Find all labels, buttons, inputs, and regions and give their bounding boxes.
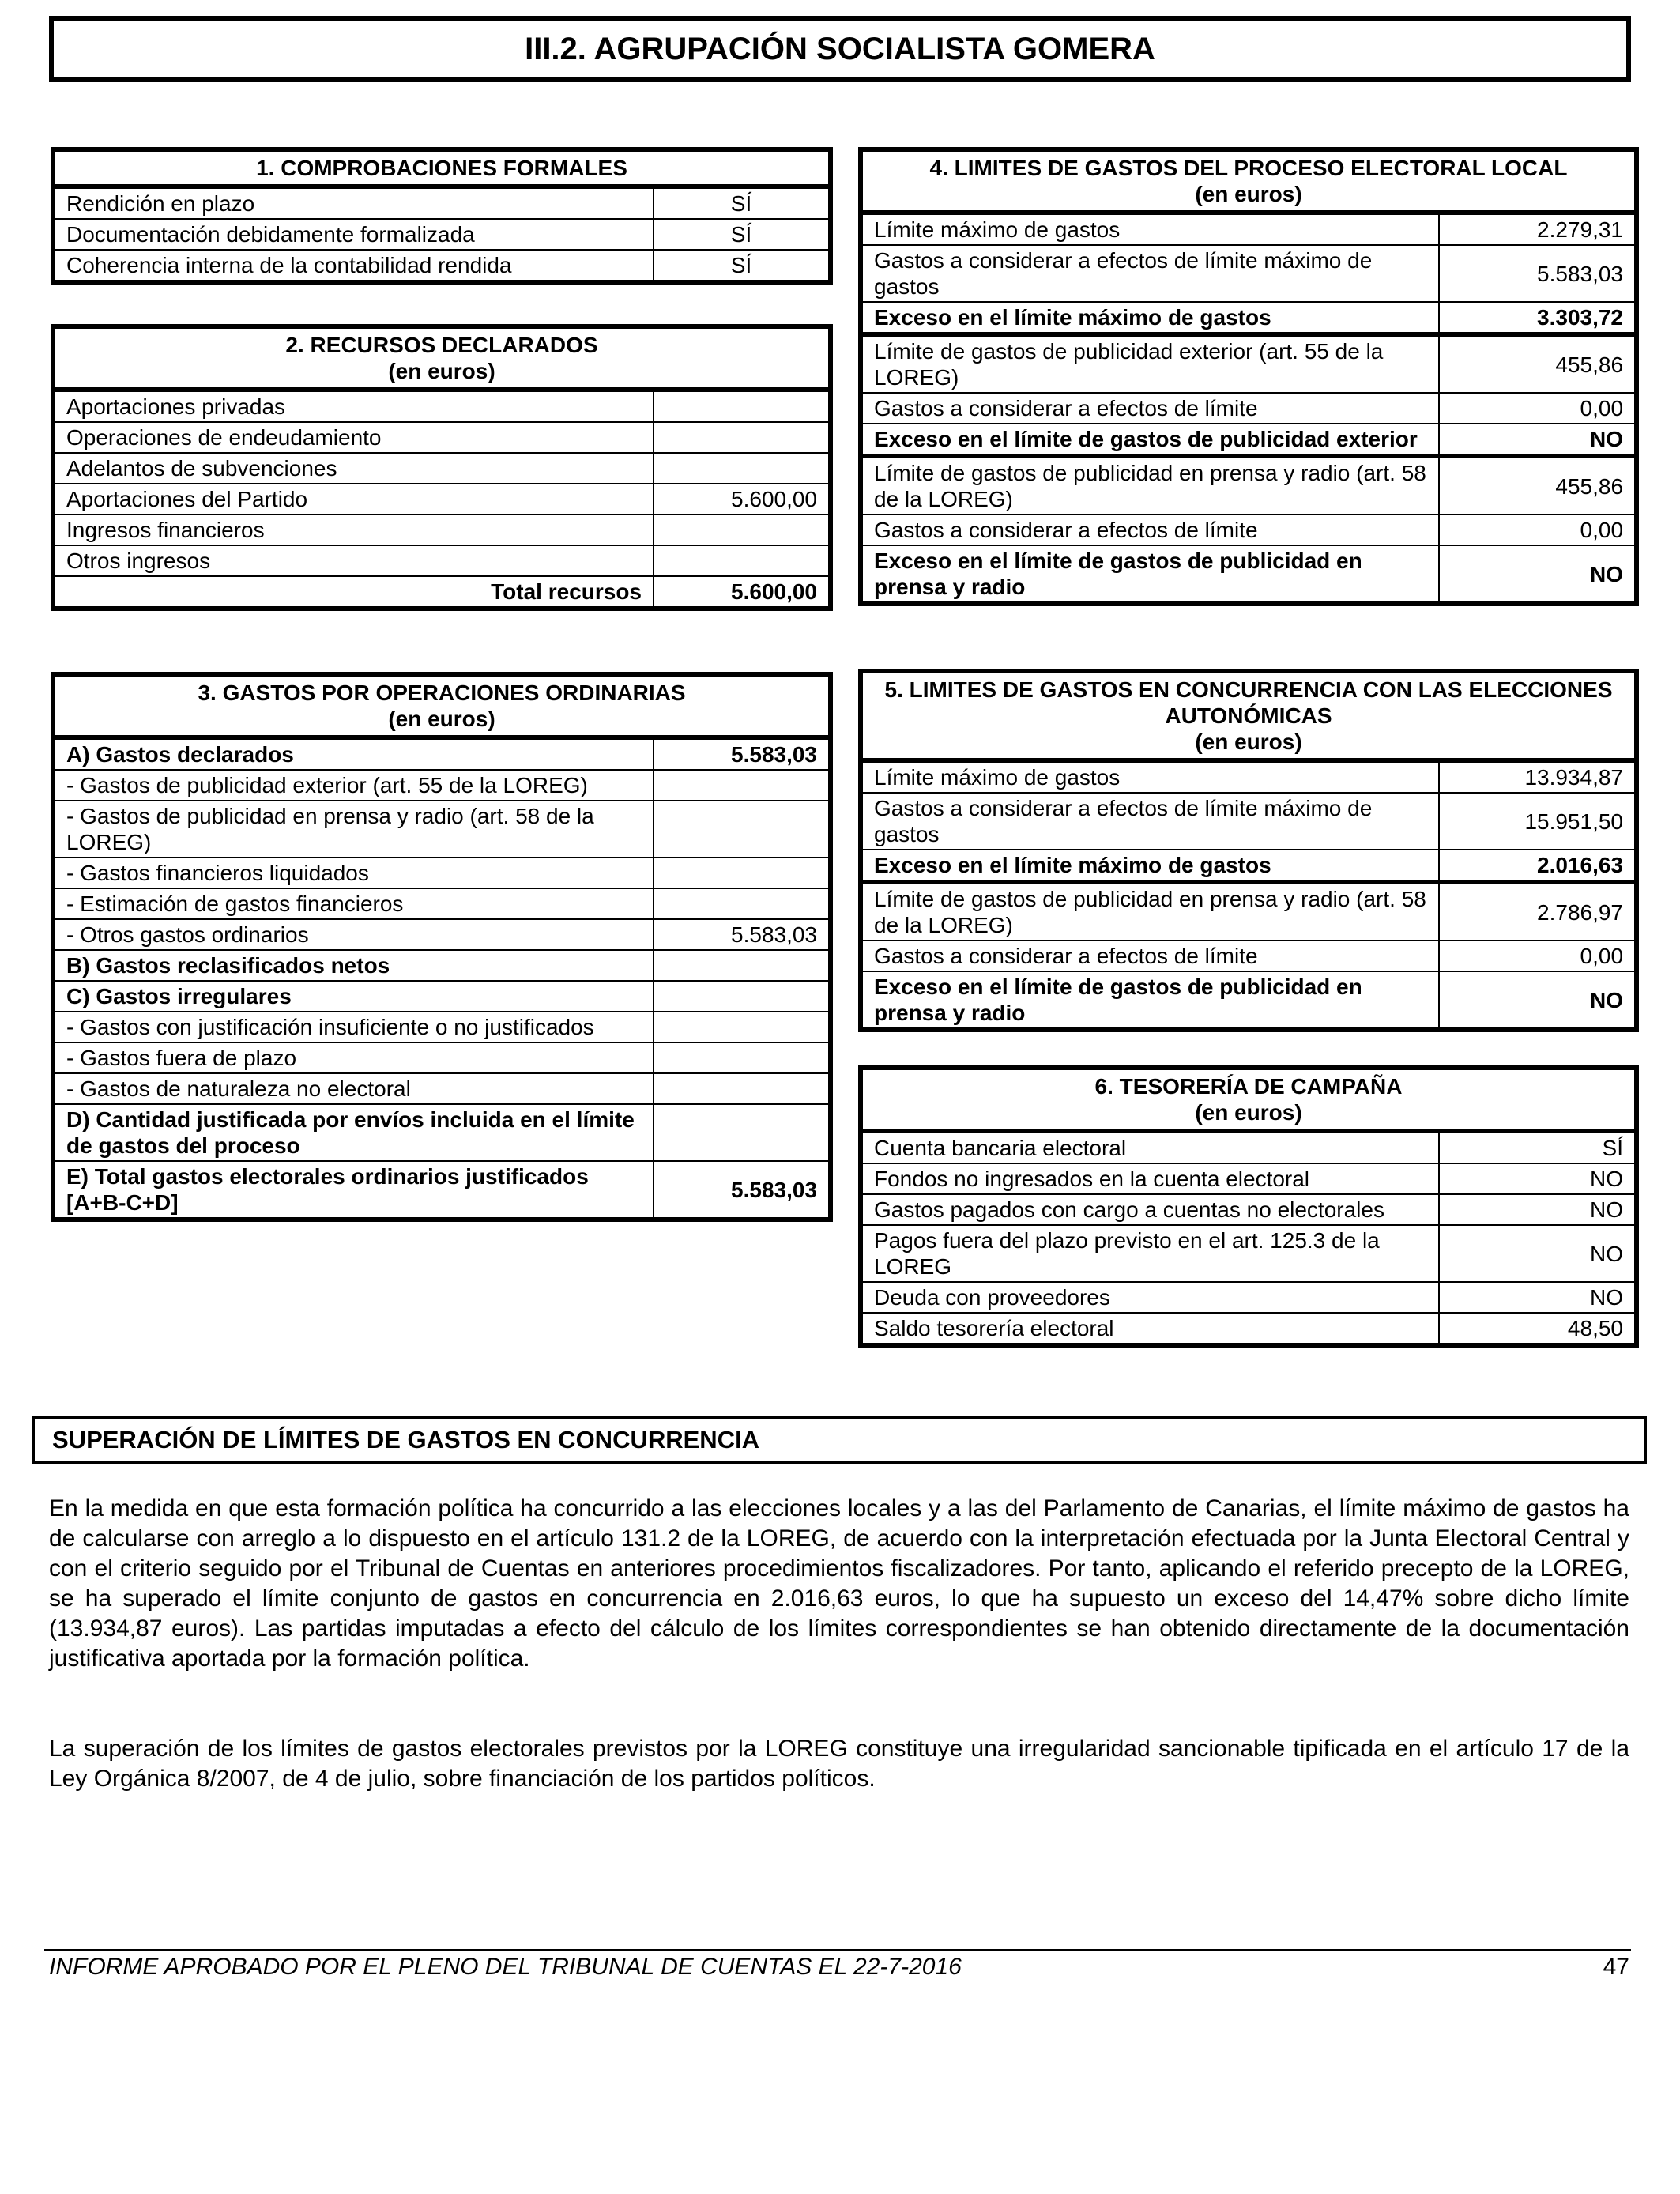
table-row xyxy=(861,941,1637,971)
row-value: NO xyxy=(1439,1225,1637,1282)
row-label: Aportaciones del Partido xyxy=(53,484,654,515)
table-header: 2. RECURSOS DECLARADOS (en euros) xyxy=(53,326,831,390)
row-value xyxy=(654,888,831,919)
table-row xyxy=(861,760,1637,793)
table-row xyxy=(53,858,831,888)
table-row xyxy=(53,219,831,250)
row-value xyxy=(654,950,831,981)
row-label: - Gastos financieros liquidados xyxy=(53,858,654,888)
row-value: 0,00 xyxy=(1439,941,1637,971)
row-label: Gastos a considerar a efectos de límite máximo de gastos xyxy=(861,793,1439,850)
table-row xyxy=(53,919,831,950)
row-label: - Gastos de naturaleza no electoral xyxy=(53,1073,654,1104)
row-label: Rendición en plazo xyxy=(53,187,654,219)
table-limites-concurrencia xyxy=(858,669,1639,1032)
table-header: 1. COMPROBACIONES FORMALES xyxy=(53,149,831,187)
row-label: Exceso en el límite de gastos de publicidad en prensa y radio xyxy=(861,545,1439,604)
row-label: Exceso en el límite de gastos de publicidad exterior xyxy=(861,424,1439,456)
row-label: Límite máximo de gastos xyxy=(861,213,1439,245)
row-value: NO xyxy=(1439,1282,1637,1313)
row-label: A) Gastos declarados xyxy=(53,737,654,770)
row-value: NO xyxy=(1439,424,1637,456)
total-row xyxy=(53,576,831,609)
table-row xyxy=(53,1161,831,1220)
table-row xyxy=(53,1073,831,1104)
row-label: Gastos a considerar a efectos de límite máximo de gastos xyxy=(861,245,1439,302)
row-label: Operaciones de endeudamiento xyxy=(53,422,654,453)
table-row xyxy=(861,456,1637,515)
table-header: 3. GASTOS POR OPERACIONES ORDINARIAS (en euros) xyxy=(53,674,831,737)
table-row xyxy=(53,453,831,484)
row-label: B) Gastos reclasificados netos xyxy=(53,950,654,981)
row-value xyxy=(654,390,831,422)
row-label: Gastos pagados con cargo a cuentas no electorales xyxy=(861,1194,1439,1225)
row-value xyxy=(654,770,831,801)
table-row xyxy=(861,1194,1637,1225)
row-value xyxy=(654,453,831,484)
row-label: Ingresos financieros xyxy=(53,515,654,545)
row-label: D) Cantidad justificada por envíos incluida en el límite de gastos del proceso xyxy=(53,1104,654,1161)
table-row xyxy=(53,484,831,515)
row-value xyxy=(654,1012,831,1042)
table-header: 5. LIMITES DE GASTOS EN CONCURRENCIA CON LAS ELECCIONES AUTONÓMICAS (en euros) xyxy=(861,671,1637,760)
table-row xyxy=(53,1104,831,1161)
page-title: III.2. AGRUPACIÓN SOCIALISTA GOMERA xyxy=(49,16,1631,82)
row-value: 2.786,97 xyxy=(1439,882,1637,941)
table-row xyxy=(861,1225,1637,1282)
table-row xyxy=(861,245,1637,302)
table-row xyxy=(861,850,1637,882)
total-label: Total recursos xyxy=(53,576,654,609)
table-row xyxy=(53,515,831,545)
table-row xyxy=(53,737,831,770)
table-row xyxy=(53,1042,831,1073)
footer-divider xyxy=(44,1949,1631,1951)
table-row xyxy=(53,950,831,981)
row-label: Límite máximo de gastos xyxy=(861,760,1439,793)
row-value xyxy=(654,515,831,545)
row-value: NO xyxy=(1439,545,1637,604)
row-value: 5.583,03 xyxy=(654,1161,831,1220)
total-value: 5.600,00 xyxy=(654,576,831,609)
row-label: Límite de gastos de publicidad en prensa y radio (art. 58 de la LOREG) xyxy=(861,456,1439,515)
table-gastos-ordinarios xyxy=(51,672,833,1222)
row-value: SÍ xyxy=(654,219,831,250)
row-value xyxy=(654,981,831,1012)
row-value: SÍ xyxy=(654,187,831,219)
row-value: 0,00 xyxy=(1439,515,1637,545)
row-value: 2.016,63 xyxy=(1439,850,1637,882)
row-value: NO xyxy=(1439,1194,1637,1225)
row-label: Cuenta bancaria electoral xyxy=(861,1131,1439,1163)
table-row xyxy=(861,545,1637,604)
row-label: Documentación debidamente formalizada xyxy=(53,219,654,250)
row-label: Aportaciones privadas xyxy=(53,390,654,422)
table-row xyxy=(861,393,1637,424)
row-label: C) Gastos irregulares xyxy=(53,981,654,1012)
table-row xyxy=(861,334,1637,393)
row-label: - Gastos de publicidad en prensa y radio (art. 58 de la LOREG) xyxy=(53,801,654,858)
row-value: 455,86 xyxy=(1439,456,1637,515)
row-label: Exceso en el límite máximo de gastos xyxy=(861,302,1439,334)
row-value xyxy=(654,1073,831,1104)
row-label: Límite de gastos de publicidad en prensa y radio (art. 58 de la LOREG) xyxy=(861,882,1439,941)
row-label: Gastos a considerar a efectos de límite xyxy=(861,515,1439,545)
row-value xyxy=(654,422,831,453)
row-label: - Gastos con justificación insuficiente o no justificados xyxy=(53,1012,654,1042)
table-row xyxy=(53,250,831,282)
table-row xyxy=(861,793,1637,850)
table-row xyxy=(53,981,831,1012)
table-row xyxy=(861,882,1637,941)
table-tesoreria-campana xyxy=(858,1065,1639,1348)
table-row xyxy=(861,1163,1637,1194)
table-comprobaciones-formales xyxy=(51,147,833,285)
row-label: Deuda con proveedores xyxy=(861,1282,1439,1313)
row-value: 5.583,03 xyxy=(654,737,831,770)
table-header: 4. LIMITES DE GASTOS DEL PROCESO ELECTORAL LOCAL (en euros) xyxy=(861,149,1637,213)
row-value: 455,86 xyxy=(1439,334,1637,393)
footer-text: INFORME APROBADO POR EL PLENO DEL TRIBUNAL DE CUENTAS EL 22-7-2016 xyxy=(49,1954,962,1980)
row-label: Límite de gastos de publicidad exterior (art. 55 de la LOREG) xyxy=(861,334,1439,393)
row-label: Coherencia interna de la contabilidad rendida xyxy=(53,250,654,282)
row-value: SÍ xyxy=(654,250,831,282)
table-row xyxy=(53,187,831,219)
section-title: SUPERACIÓN DE LÍMITES DE GASTOS EN CONCURRENCIA xyxy=(32,1416,1647,1464)
row-value: 48,50 xyxy=(1439,1313,1637,1345)
body-paragraph: La superación de los límites de gastos electorales previstos por la LOREG constituye una irregularidad sancionable tipificada en el artículo 17 de la Ley Orgánica 8/2007, de 4 de julio, sobre financiación de los partidos políticos. xyxy=(49,1736,1629,1792)
row-value: 5.583,03 xyxy=(654,919,831,950)
row-value xyxy=(654,801,831,858)
table-row xyxy=(53,390,831,422)
table-row xyxy=(861,515,1637,545)
row-label: Fondos no ingresados en la cuenta electoral xyxy=(861,1163,1439,1194)
table-row xyxy=(53,770,831,801)
row-value: NO xyxy=(1439,971,1637,1030)
row-label: Gastos a considerar a efectos de límite xyxy=(861,393,1439,424)
row-label: - Gastos de publicidad exterior (art. 55 de la LOREG) xyxy=(53,770,654,801)
table-limites-local xyxy=(858,147,1639,606)
table-row xyxy=(861,1313,1637,1345)
row-value: 5.583,03 xyxy=(1439,245,1637,302)
table-row xyxy=(53,1012,831,1042)
row-label: Pagos fuera del plazo previsto en el art. 125.3 de la LOREG xyxy=(861,1225,1439,1282)
row-label: Exceso en el límite máximo de gastos xyxy=(861,850,1439,882)
row-label: - Gastos fuera de plazo xyxy=(53,1042,654,1073)
row-label: E) Total gastos electorales ordinarios justificados [A+B-C+D] xyxy=(53,1161,654,1220)
row-value: SÍ xyxy=(1439,1131,1637,1163)
row-label: Otros ingresos xyxy=(53,545,654,576)
table-row xyxy=(861,971,1637,1030)
table-row xyxy=(53,888,831,919)
table-row xyxy=(861,1282,1637,1313)
page-number: 47 xyxy=(1603,1954,1629,1980)
row-label: - Otros gastos ordinarios xyxy=(53,919,654,950)
table-row xyxy=(861,213,1637,245)
row-value xyxy=(654,545,831,576)
row-value: 15.951,50 xyxy=(1439,793,1637,850)
body-paragraph: En la medida en que esta formación política ha concurrido a las elecciones locales y a las del Parlamento de Canarias, el límite máximo de gastos ha de calcularse con arreglo a lo dispuesto en el artículo 131.2 de la LOREG, de acuerdo con la interpretación efectuada por la Junta Electoral Central y con el criterio seguido por el Tribunal de Cuentas en anteriores procedimientos fiscalizadores. Por tanto, aplicando el referido precepto de la LOREG, se ha superado el límite conjunto de gastos en concurrencia en 2.016,63 euros, lo que ha supuesto un exceso del 14,47% sobre dicho límite (13.934,87 euros). Las partidas imputadas a efecto del cálculo de los límites correspondientes se han obtenido directamente de la documentación justificativa aportada por la formación política. xyxy=(49,1495,1629,1672)
row-value: 2.279,31 xyxy=(1439,213,1637,245)
row-value xyxy=(654,858,831,888)
table-recursos-declarados xyxy=(51,324,833,611)
table-row xyxy=(861,302,1637,334)
row-value: 3.303,72 xyxy=(1439,302,1637,334)
row-value: NO xyxy=(1439,1163,1637,1194)
row-value xyxy=(654,1104,831,1161)
table-row xyxy=(861,424,1637,456)
row-value: 5.600,00 xyxy=(654,484,831,515)
row-label: - Estimación de gastos financieros xyxy=(53,888,654,919)
row-value: 0,00 xyxy=(1439,393,1637,424)
row-label: Adelantos de subvenciones xyxy=(53,453,654,484)
row-value: 13.934,87 xyxy=(1439,760,1637,793)
table-row xyxy=(53,422,831,453)
row-label: Gastos a considerar a efectos de límite xyxy=(861,941,1439,971)
table-row xyxy=(53,545,831,576)
row-label: Saldo tesorería electoral xyxy=(861,1313,1439,1345)
row-label: Exceso en el límite de gastos de publicidad en prensa y radio xyxy=(861,971,1439,1030)
table-row xyxy=(53,801,831,858)
table-header: 6. TESORERÍA DE CAMPAÑA (en euros) xyxy=(861,1068,1637,1131)
table-row xyxy=(861,1131,1637,1163)
row-value xyxy=(654,1042,831,1073)
